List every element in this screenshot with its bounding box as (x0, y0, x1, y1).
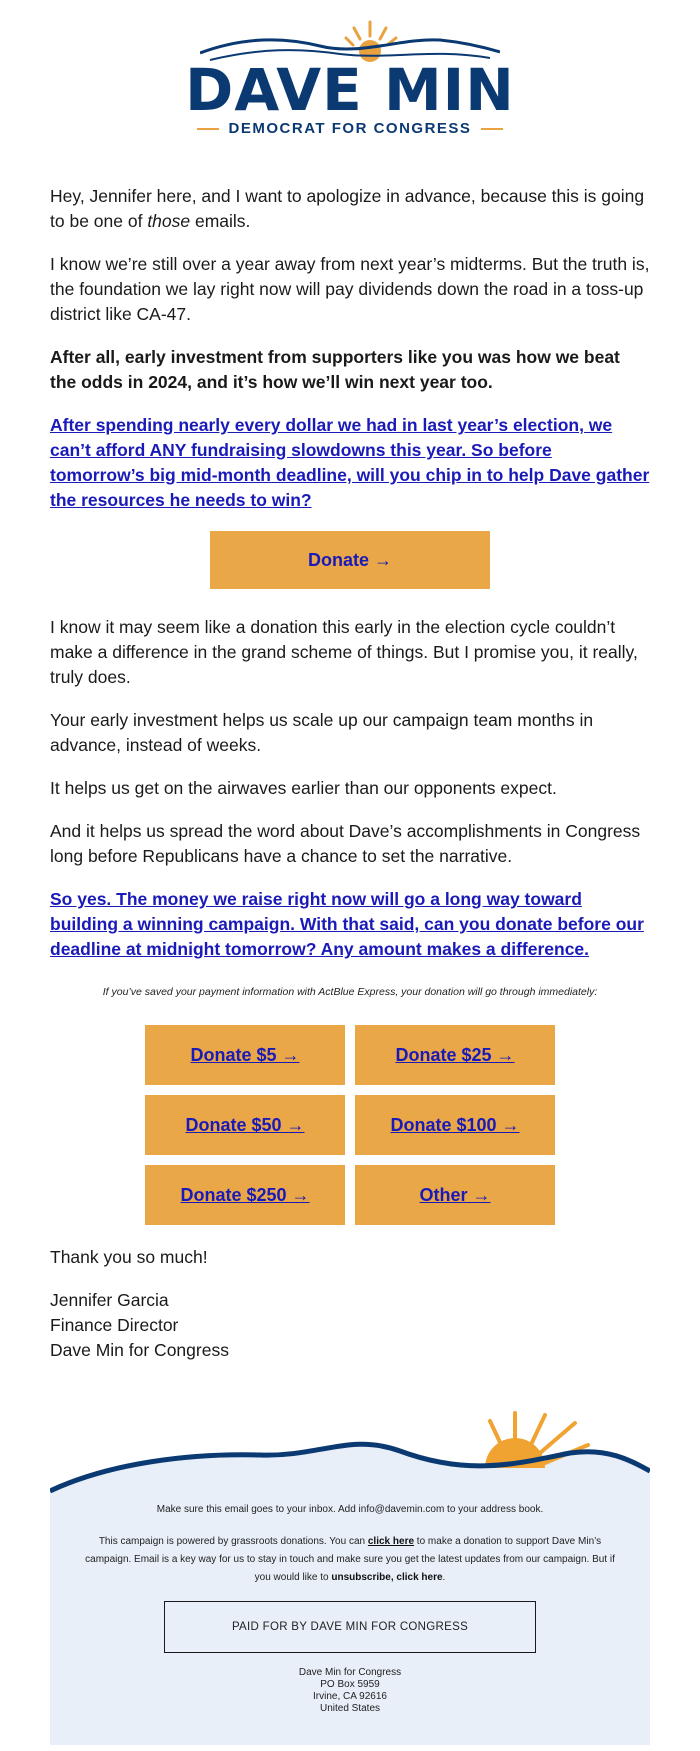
footer (50, 1493, 650, 1745)
footer-sun-icon (50, 1393, 650, 1493)
address-line: United States (319, 1703, 381, 1714)
team-paragraph: Your early investment helps us scale up our campaign team months in advance, instead of weeks. (50, 710, 594, 755)
email-body (0, 150, 700, 1363)
actblue-express-note: If you’ve saved your payment information with ActBlue Express, your donation will go through immediately: (102, 986, 598, 998)
donate-5-button[interactable]: Donate $5 → (145, 1025, 345, 1085)
powered-paragraph (80, 1533, 620, 1587)
click-here-link[interactable]: click here (367, 1536, 415, 1547)
narrative-paragraph: And it helps us spread the word about Dave’s accomplishments in Congress long before Republicans have a chance to set the narrative. (50, 821, 641, 866)
campaign-logo (0, 0, 700, 150)
bold-paragraph: After all, early investment from supporters like you was how we beat the odds in 2024, and it’s how we’ll win next year too. (50, 347, 620, 392)
address-line: Dave Min for Congress (298, 1667, 402, 1678)
mailing-address (80, 1667, 620, 1715)
airwaves-paragraph: It helps us get on the airwaves earlier than our opponents expect. (50, 778, 557, 798)
donate-other-button[interactable]: Other → (355, 1165, 555, 1225)
intro-text-end: emails. (190, 211, 251, 231)
address-line: PO Box 5959 (320, 1679, 380, 1690)
thanks-text: Thank you so much! (50, 1247, 208, 1267)
donate-100-button[interactable]: Donate $100 → (355, 1095, 555, 1155)
logo-dash-right (481, 128, 503, 130)
paid-for-box: PAID FOR BY DAVE MIN FOR CONGRESS (164, 1601, 536, 1653)
donate-25-button[interactable]: Donate $25 → (355, 1025, 555, 1085)
deadline-appeal-link[interactable]: So yes. The money we raise right now will go a long way toward building a winning campaign. With that said, can you donate before our deadline at midnight tomorrow? Any amount makes a difference. (50, 889, 644, 959)
early-donation-paragraph: I know it may seem like a donation this early in the election cycle couldn’t make a difference in the grand scheme of things. But I promise you, it really, truly does. (50, 617, 638, 687)
intro-paragraph (50, 184, 650, 234)
powered-text-end: . (442, 1572, 446, 1583)
powered-text-middle: to make a donation to support Dave Min’s campaign. Email is a key way for us to stay in touch and make sure you get the latest updates from our campaign. But if you would like to (85, 1536, 615, 1583)
footer-wave (0, 1393, 700, 1493)
logo-dash-left (197, 128, 219, 130)
donation-amount-grid (145, 1025, 555, 1225)
midterms-paragraph: I know we’re still over a year away from next year’s midterms. But the truth is, the foundation we lay right now will pay dividends down the road in a toss-up district like CA-47. (50, 254, 650, 324)
logo-subtitle (0, 120, 700, 137)
signature-title: Finance Director (50, 1315, 179, 1335)
donate-appeal-link[interactable]: After spending nearly every dollar we had in last year’s election, we can’t afford ANY fundraising slowdowns this year. So before tomorrow’s big mid-month deadline, will you chip in to help Dave gather the resources he needs to win? (50, 415, 650, 510)
donate-50-button[interactable]: Donate $50 → (145, 1095, 345, 1155)
donate-button[interactable]: Donate → (210, 531, 490, 589)
signature (50, 1288, 650, 1363)
signature-org: Dave Min for Congress (50, 1340, 229, 1360)
signature-name: Jennifer Garcia (50, 1290, 169, 1310)
powered-text: This campaign is powered by grassroots donations. You can (98, 1536, 368, 1547)
logo-title: DAVE MIN (185, 56, 515, 124)
logo-subtitle-text: DEMOCRAT FOR CONGRESS (228, 120, 472, 137)
unsubscribe-link[interactable]: unsubscribe, click here (331, 1572, 443, 1583)
donate-250-button[interactable]: Donate $250 → (145, 1165, 345, 1225)
address-line: Irvine, CA 92616 (313, 1691, 387, 1702)
inbox-note: Make sure this email goes to your inbox. Add info@davemin.com to your address book. (156, 1504, 544, 1515)
intro-emphasis: those (147, 211, 191, 231)
intro-text: Hey, Jennifer here, and I want to apologize in advance, because this is going to be one of (50, 186, 645, 231)
